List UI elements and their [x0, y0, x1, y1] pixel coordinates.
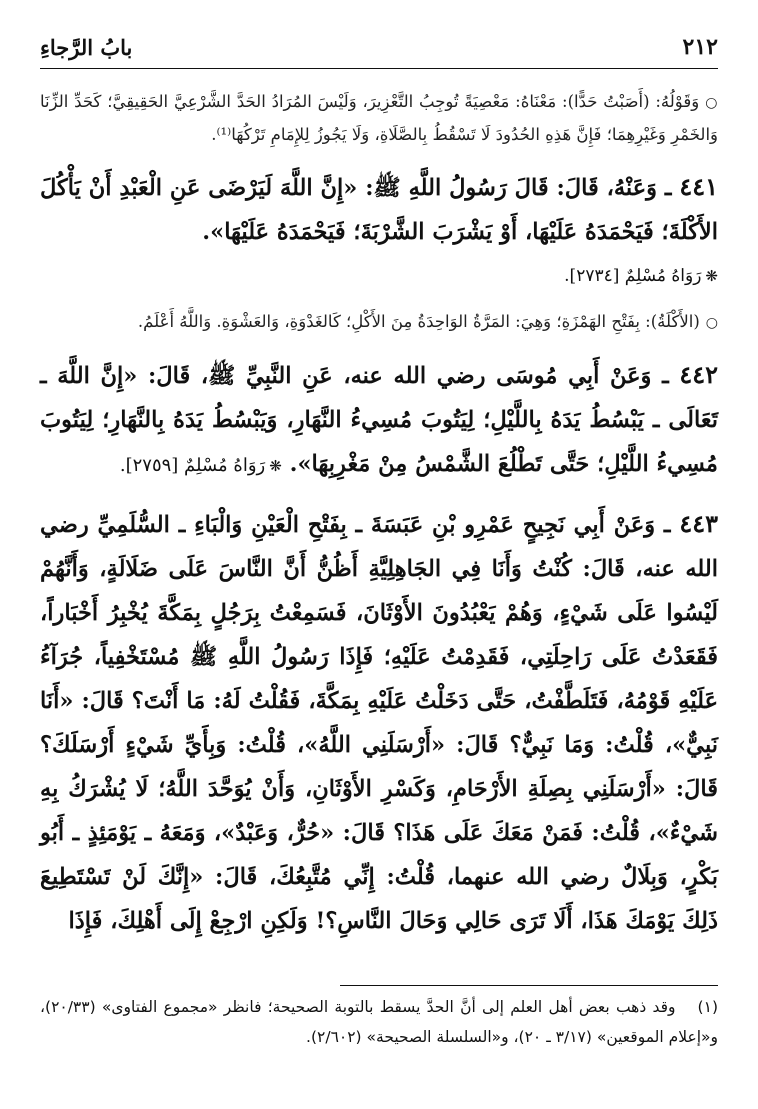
reference-text: رَوَاهُ مُسْلِمٌ [٢٧٥٩]. — [119, 455, 266, 476]
chapter-title: بابُ الرَّجاءِ — [40, 34, 133, 60]
hadith-text: ـ وَعَنْهُ، قَالَ: قَالَ رَسُولُ اللَّهِ ﷺ: «إِنَّ اللَّهَ لَيَرْضَى عَنِ الْعَبْدِ أَنْ يَأْكُلَ الأَكْلَةَ؛ فَيَحْمَدَهُ عَلَيْهَا، أَوْ يَشْرَبَ الشَّرْبَةَ؛ فَيَحْمَدَهُ عَلَيْهَا». — [40, 175, 718, 245]
star-icon: ❋ — [705, 267, 718, 285]
footnote-text: وقد ذهب بعض أهل العلم إلى أنَّ الحدَّ يسقط بالتوبة الصحيحة؛ فانظر «مجموع الفتاوى» (٢٠/٣٣)، و«إعلام الموقعين» (٣/١٧ ـ ٢٠)، و«السلسلة الصحيحة» (٢/٦٠٢). — [40, 998, 718, 1046]
hadith-reference — [40, 260, 718, 292]
hadith-reference — [120, 455, 282, 476]
commentary-note — [40, 306, 718, 339]
footnote — [40, 992, 718, 1052]
hadith-text: ـ وَعَنْ أَبِي مُوسَى رضي الله عنه، عَنِ النَّبِيِّ ﷺ، قَالَ: «إِنَّ اللَّهَ ـ تَعَالَى ـ يَبْسُطُ يَدَهُ بِاللَّيْلِ؛ لِيَتُوبَ مُسِيءُ النَّهَارِ، وَيَبْسُطُ يَدَهُ بِالنَّهَارِ؛ لِيَتُوبَ مُسِيءُ اللَّيْلِ؛ حَتَّى تَطْلُعَ الشَّمْسُ مِنْ مَغْرِبِهَا». — [40, 363, 718, 477]
hadith-441 — [40, 165, 718, 254]
hadith-number: ٤٤١ — [679, 172, 718, 201]
hadith-443 — [40, 502, 718, 943]
footnote-number: (١) — [697, 998, 718, 1016]
hadith-number: ٤٤٢ — [679, 360, 718, 389]
footnote-divider — [340, 985, 718, 986]
reference-text: رَوَاهُ مُسْلِمٌ [٢٧٣٤]. — [564, 266, 702, 286]
hadith-text: ـ وَعَنْ أَبِي نَجِيحٍ عَمْرِو بْنِ عَبَسَةَ ـ بِفَتْحِ الْعَيْنِ وَالْبَاءِ ـ السُّلَمِيِّ رضي الله عنه، قَالَ: كُنْتُ وَأَنَا فِي الجَاهِلِيَّةِ أَظُنُّ أَنَّ النَّاسَ عَلَى ضَلَالَةٍ، وَأَنَّهُمْ لَيْسُوا عَلَى شَيْءٍ، وَهُمْ يَعْبُدُونَ الأَوْثَانَ، فَسَمِعْتُ بِرَجُلٍ بِمَكَّةَ يُخْبِرُ أَخْبَاراً، فَقَعَدْتُ عَلَى رَاحِلَتِي، فَقَدِمْتُ عَلَيْهِ؛ فَإِذَا رَسُولُ اللَّهِ ﷺ مُسْتَخْفِياً، جُرَآءُ عَلَيْهِ قَوْمُهُ، فَتَلَطَّفْتُ، حَتَّى دَخَلْتُ عَلَيْهِ بِمَكَّةَ، فَقُلْتُ لَهُ: مَا أَنْتَ؟ قَالَ: «أَنَا نَبِيٌّ»، قُلْتُ: وَمَا نَبِيٌّ؟ قَالَ: «أَرْسَلَنِي اللَّهُ»، قُلْتُ: وَبِأَيِّ شَيْءٍ أَرْسَلَكَ؟ قَالَ: «أَرْسَلَنِي بِصِلَةِ الأَرْحَامِ، وَكَسْرِ الأَوْثَانِ، وَأَنْ يُوَحَّدَ اللَّهُ؛ لَا يُشْرَكُ بِهِ شَيْءٌ»، قُلْتُ: فَمَنْ مَعَكَ عَلَى هَذَا؟ قَالَ: «حُرٌّ، وَعَبْدٌ»، وَمَعَهُ ـ يَوْمَئِذٍ ـ أَبُو بَكْرٍ، وَبِلَالٌ رضي الله عنهما، قُلْتُ: إِنِّي مُتَّبِعُكَ، قَالَ: «إِنَّكَ لَنْ تَسْتَطِيعَ ذَلِكَ يَوْمَكَ هَذَا، أَلَا تَرَى حَالِي وَحَالَ النَّاسِ؟! وَلَكِنِ ارْجِعْ إِلَى أَهْلِكَ، فَإِذَا — [40, 512, 718, 934]
note-text: وَقَوْلُهُ: (أَصَبْتُ حَدًّا): مَعْنَاهُ: مَعْصِيَةً تُوجِبُ التَّعْزِيرَ، وَلَيْسَ المُرَادُ الحَدَّ الشَّرْعِيَّ الحَقِيقِيَّ؛ كَحَدِّ الزِّنَا وَالخَمْرِ وَغَيْرِهِمَا؛ فَإِنَّ هَذِهِ الحُدُودَ لَا تَسْقُطُ بِالصَّلَاةِ، وَلَا يَجُوزُ لِلإِمَامِ تَرْكُهَا⁽¹⁾. — [40, 92, 718, 144]
circle-bullet-icon: ○ — [705, 95, 719, 111]
page-number: ٢١٢ — [682, 34, 718, 60]
header-divider — [40, 68, 718, 69]
commentary-note — [40, 86, 718, 151]
hadith-442 — [40, 353, 718, 488]
page-body — [40, 86, 718, 949]
hadith-number: ٤٤٣ — [679, 509, 718, 538]
circle-bullet-icon: ○ — [705, 315, 718, 331]
page-header — [40, 30, 718, 64]
star-icon: ❋ — [269, 457, 282, 475]
note-text: (الأَكْلَةُ): بِفَتْحِ الهَمْزَةِ؛ وَهِيَ: المَرَّةُ الوَاحِدَةُ مِنَ الأَكْلِ؛ كَالغَدْوَةِ، وَالعَشْوَةِ. وَاللَّهُ أَعْلَمُ. — [137, 312, 700, 331]
